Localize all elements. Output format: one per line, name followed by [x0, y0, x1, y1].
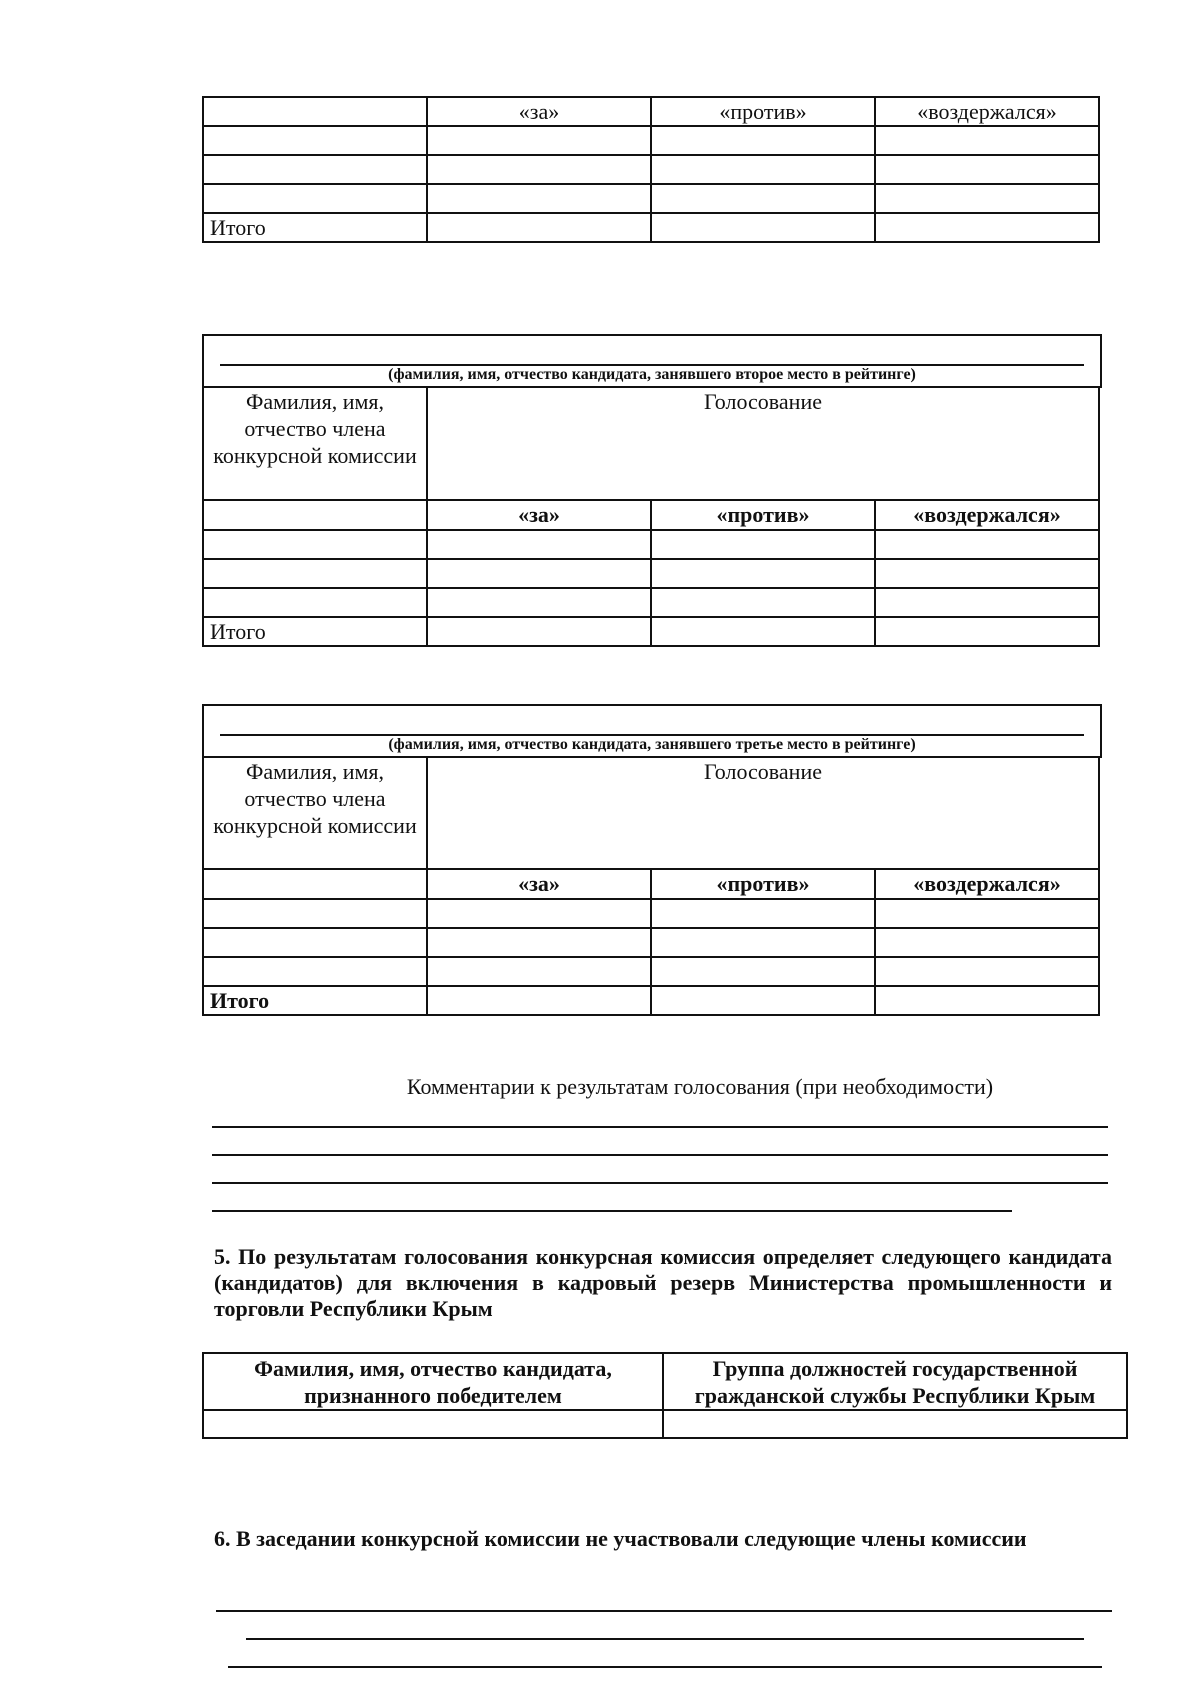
- comment-line: [212, 1210, 1012, 1212]
- vote-table-2: [202, 386, 1100, 647]
- column-header-for: «за»: [427, 500, 651, 530]
- table-row: [203, 588, 1099, 617]
- candidate-caption-3: [202, 704, 1102, 758]
- table-row: [203, 899, 1099, 928]
- table-row: [203, 957, 1099, 986]
- absent-member-line: [246, 1638, 1084, 1640]
- column-header-against: «против»: [651, 500, 875, 530]
- comment-line: [212, 1182, 1108, 1184]
- column-header-abstained: «воздержался»: [875, 97, 1099, 126]
- table-row: [203, 184, 1099, 213]
- candidate-caption-text: (фамилия, имя, отчество кандидата, занявшего второе место в рейтинге): [388, 366, 916, 383]
- column-header-abstained: «воздержался»: [875, 869, 1099, 899]
- candidate-caption-text: (фамилия, имя, отчество кандидата, занявшего третье место в рейтинге): [388, 736, 916, 753]
- table-row: [203, 155, 1099, 184]
- absent-member-line: [216, 1610, 1112, 1612]
- column-header-for: «за»: [427, 869, 651, 899]
- table-row: [203, 126, 1099, 155]
- vote-table-3: [202, 756, 1100, 1016]
- table-row: [203, 530, 1099, 559]
- total-label: Итого: [203, 213, 427, 242]
- comment-line: [212, 1126, 1108, 1128]
- section-5-text: 5. По результатам голосования конкурсная комиссия определяет следующего кандидата (кандидатов) для включения в кадровый резерв Министерства промышленности и торговли Республики Крым: [214, 1244, 1112, 1321]
- position-group-header: Группа должностей государственной гражданской службы Республики Крым: [663, 1353, 1127, 1410]
- voting-header: Голосование: [427, 387, 1099, 500]
- absent-member-line: [228, 1666, 1102, 1668]
- column-header-for: «за»: [427, 97, 651, 126]
- table-row: [203, 559, 1099, 588]
- column-header-blank: [203, 97, 427, 126]
- column-header-abstained: «воздержался»: [875, 500, 1099, 530]
- member-header: Фамилия, имя, отчество члена конкурсной комиссии: [203, 387, 427, 500]
- table-row: [203, 928, 1099, 957]
- member-header: Фамилия, имя, отчество члена конкурсной комиссии: [203, 757, 427, 869]
- section-6-text: 6. В заседании конкурсной комиссии не участвовали следующие члены комиссии: [214, 1526, 1027, 1551]
- candidate-caption-2: [202, 334, 1102, 388]
- column-header-against: «против»: [651, 97, 875, 126]
- voting-header: Голосование: [427, 757, 1099, 869]
- total-label: Итого: [203, 617, 427, 646]
- total-label: Итого: [203, 986, 427, 1015]
- column-header-against: «против»: [651, 869, 875, 899]
- winner-table: [202, 1352, 1128, 1439]
- comments-title: Комментарии к результатам голосования (при необходимости): [406, 1074, 994, 1099]
- winner-name-header: Фамилия, имя, отчество кандидата, признанного победителем: [203, 1353, 663, 1410]
- vote-table-1: [202, 96, 1100, 243]
- table-row: [203, 1410, 1127, 1438]
- comment-line: [212, 1154, 1108, 1156]
